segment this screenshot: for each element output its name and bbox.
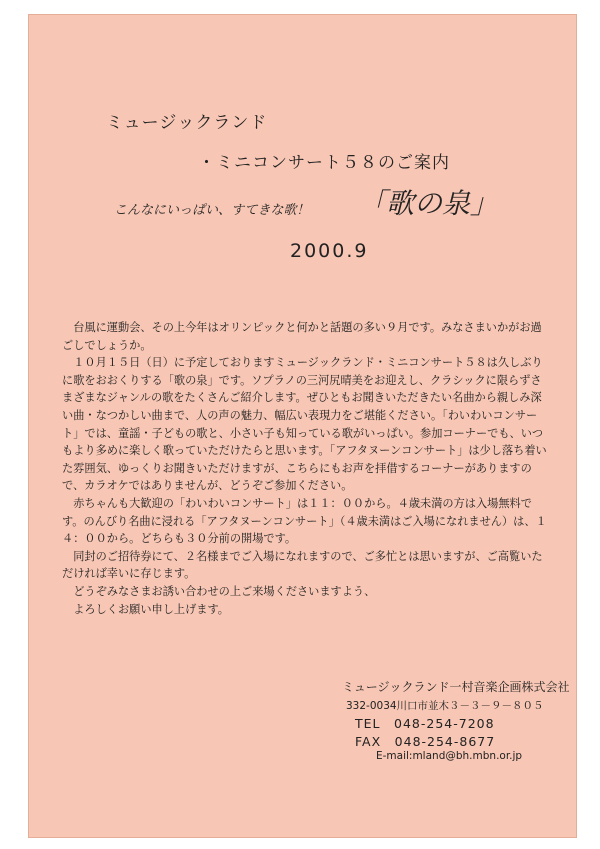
paragraph-program: １０月１５日（日）に予定しておりますミュージックランド・ミニコンサート５８は久しぶりに歌をおおくりする「歌の泉」です。ソプラノの三河尻晴美をお迎えし、クラシックに限らずさまざまなジャンルの歌をたくさんご紹介します。ぜひともお聞きいただきたい名曲から親しみ深い曲・なつかしい曲まで、人の声の魅力、幅広い表現力をご堪能ください。「わいわいコンサート」では、童謡・子どもの歌と、小さい子も知っている歌がいっぱい。参加コーナーでも、いつもより多めに楽しく歌っていただけたらと思います。「アフタヌーンコンサート」は少し落ち着いた雰囲気、ゆっくりお聞きいただけますが、こちらにもお声を拝借するコーナーがありますので、カラオケではありませんが、どうぞご参加ください。 <box>62 356 547 493</box>
paragraph-invitation: 同封のご招待券にて、２名様までご入場になれますので、ご多忙とは思いますが、ご高覧いただければ幸いに存じます。 <box>62 549 543 581</box>
company-fax: FAX 048-254-8677 <box>355 734 496 749</box>
company-name: ミュージックランド一村音楽企画株式会社 <box>342 680 570 694</box>
year-label: 2000.9 <box>290 240 369 262</box>
title-line1: ミュージックランド <box>106 113 268 133</box>
paragraph-greeting: 台風に運動会、その上今年はオリンピックと何かと話題の多い９月です。みなさまいかがお過ごしでしょうか。 <box>62 321 542 352</box>
company-address: 332-0034川口市並木３－３－９－８０５ <box>346 700 544 712</box>
event-name: 「歌の泉」 <box>358 187 499 220</box>
company-tel: TEL 048-254-7208 <box>355 716 495 731</box>
title-line2: ・ミニコンサート５８のご案内 <box>198 153 450 173</box>
company-email: E-mail:mland@bh.mbn.or.jp <box>376 750 523 762</box>
subtitle: こんなにいっぱい、すてきな歌！ <box>114 203 310 218</box>
paragraph-closing-2: よろしくお願い申し上げます。 <box>73 602 229 616</box>
flyer-sheet <box>28 14 577 838</box>
paragraph-closing-1: どうぞみなさまお誘い合わせの上ご来場くださいますよう、 <box>73 584 376 598</box>
paragraph-times: 赤ちゃんも大歓迎の「わいわいコンサート」は１１：００から。４歳未満の方は入場無料です。のんびり名曲に浸れる「アフタヌーンコンサート」（４歳未満はご入場になれません）は、１４：００から。どちらも３０分前の開場です。 <box>62 496 547 546</box>
letter-body <box>62 319 552 618</box>
